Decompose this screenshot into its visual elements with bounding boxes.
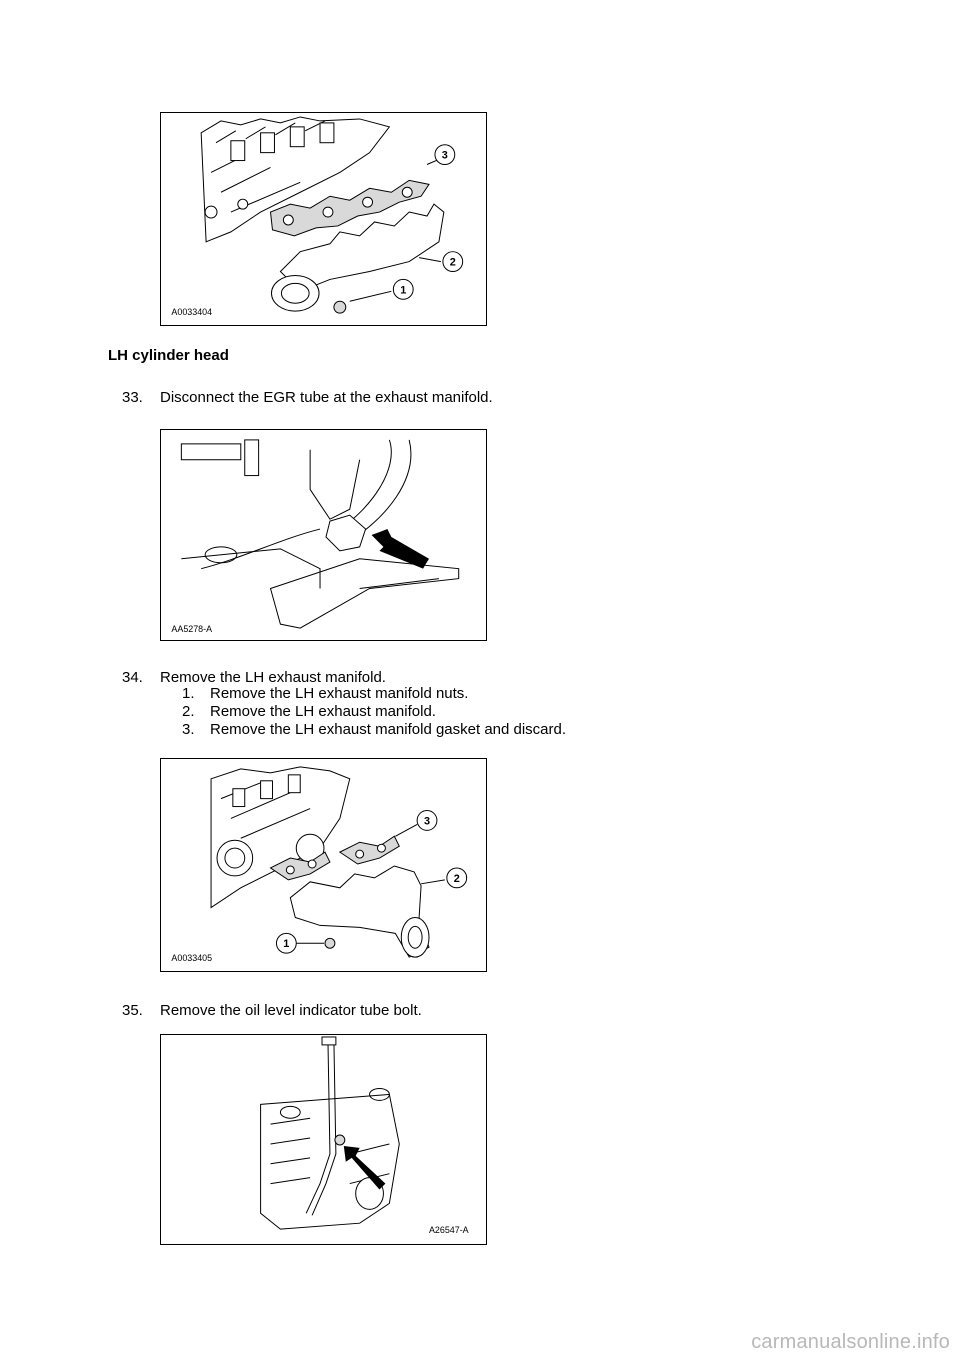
section-title: LH cylinder head bbox=[108, 347, 229, 364]
figure-code: AA5278-A bbox=[171, 624, 213, 635]
substep-item bbox=[182, 685, 566, 703]
figure-lh-exhaust-manifold bbox=[160, 758, 487, 972]
substep-number: 3. bbox=[182, 721, 195, 738]
step-text: Disconnect the EGR tube at the exhaust manifold. bbox=[160, 389, 493, 406]
manifold-port-drawing bbox=[271, 559, 459, 628]
substep-text: Remove the LH exhaust manifold gasket and discard. bbox=[210, 721, 567, 738]
svg-text:3: 3 bbox=[423, 815, 431, 828]
callout-2 bbox=[419, 252, 463, 272]
oil-tube-drawing bbox=[306, 1037, 345, 1215]
svg-text:3: 3 bbox=[441, 149, 448, 162]
figure-code: A26547-A bbox=[428, 1225, 469, 1236]
substep-text: Remove the LH exhaust manifold. bbox=[210, 703, 436, 720]
svg-text:2: 2 bbox=[453, 872, 460, 885]
callout-1 bbox=[276, 933, 324, 953]
nut-drawing bbox=[334, 301, 346, 313]
substep-item bbox=[182, 703, 566, 721]
svg-text:1: 1 bbox=[400, 284, 407, 297]
substep-number: 2. bbox=[182, 703, 195, 720]
egr-tube-drawing bbox=[326, 440, 411, 551]
figure-rh-exhaust-manifold bbox=[160, 112, 487, 326]
step-text: Remove the LH exhaust manifold. bbox=[160, 669, 386, 686]
illustration-lh-manifold bbox=[161, 759, 486, 971]
step-number: 34. bbox=[122, 669, 143, 686]
figure-oil-level-tube bbox=[160, 1034, 487, 1245]
substep-list bbox=[182, 685, 566, 739]
substep-number: 1. bbox=[182, 685, 195, 702]
callout-1 bbox=[350, 279, 413, 301]
callout-2 bbox=[421, 868, 467, 888]
step-number: 35. bbox=[122, 1002, 143, 1019]
step-text: Remove the oil level indicator tube bolt. bbox=[160, 1002, 422, 1019]
illustration-oil-tube bbox=[161, 1035, 486, 1244]
figure-egr-tube bbox=[160, 429, 487, 641]
illustration-egr-tube bbox=[161, 430, 486, 640]
substep-text: Remove the LH exhaust manifold nuts. bbox=[210, 685, 469, 702]
gasket-drawing bbox=[271, 836, 400, 880]
nut-drawing bbox=[325, 938, 335, 948]
engine-drawing bbox=[261, 1088, 400, 1229]
figure-code: A0033405 bbox=[171, 953, 213, 964]
figure-code: A0033404 bbox=[171, 307, 213, 318]
step-number: 33. bbox=[122, 389, 143, 406]
svg-text:1: 1 bbox=[283, 938, 290, 951]
callout-3 bbox=[395, 811, 437, 837]
svg-text:2: 2 bbox=[449, 256, 456, 269]
substep-item bbox=[182, 721, 566, 739]
callout-3 bbox=[427, 145, 455, 165]
step-35 bbox=[122, 1002, 422, 1020]
watermark: carmanualsonline.info bbox=[751, 1331, 950, 1353]
engine-drawing bbox=[181, 440, 359, 589]
illustration-rh-manifold bbox=[161, 113, 486, 325]
step-33 bbox=[122, 389, 493, 407]
